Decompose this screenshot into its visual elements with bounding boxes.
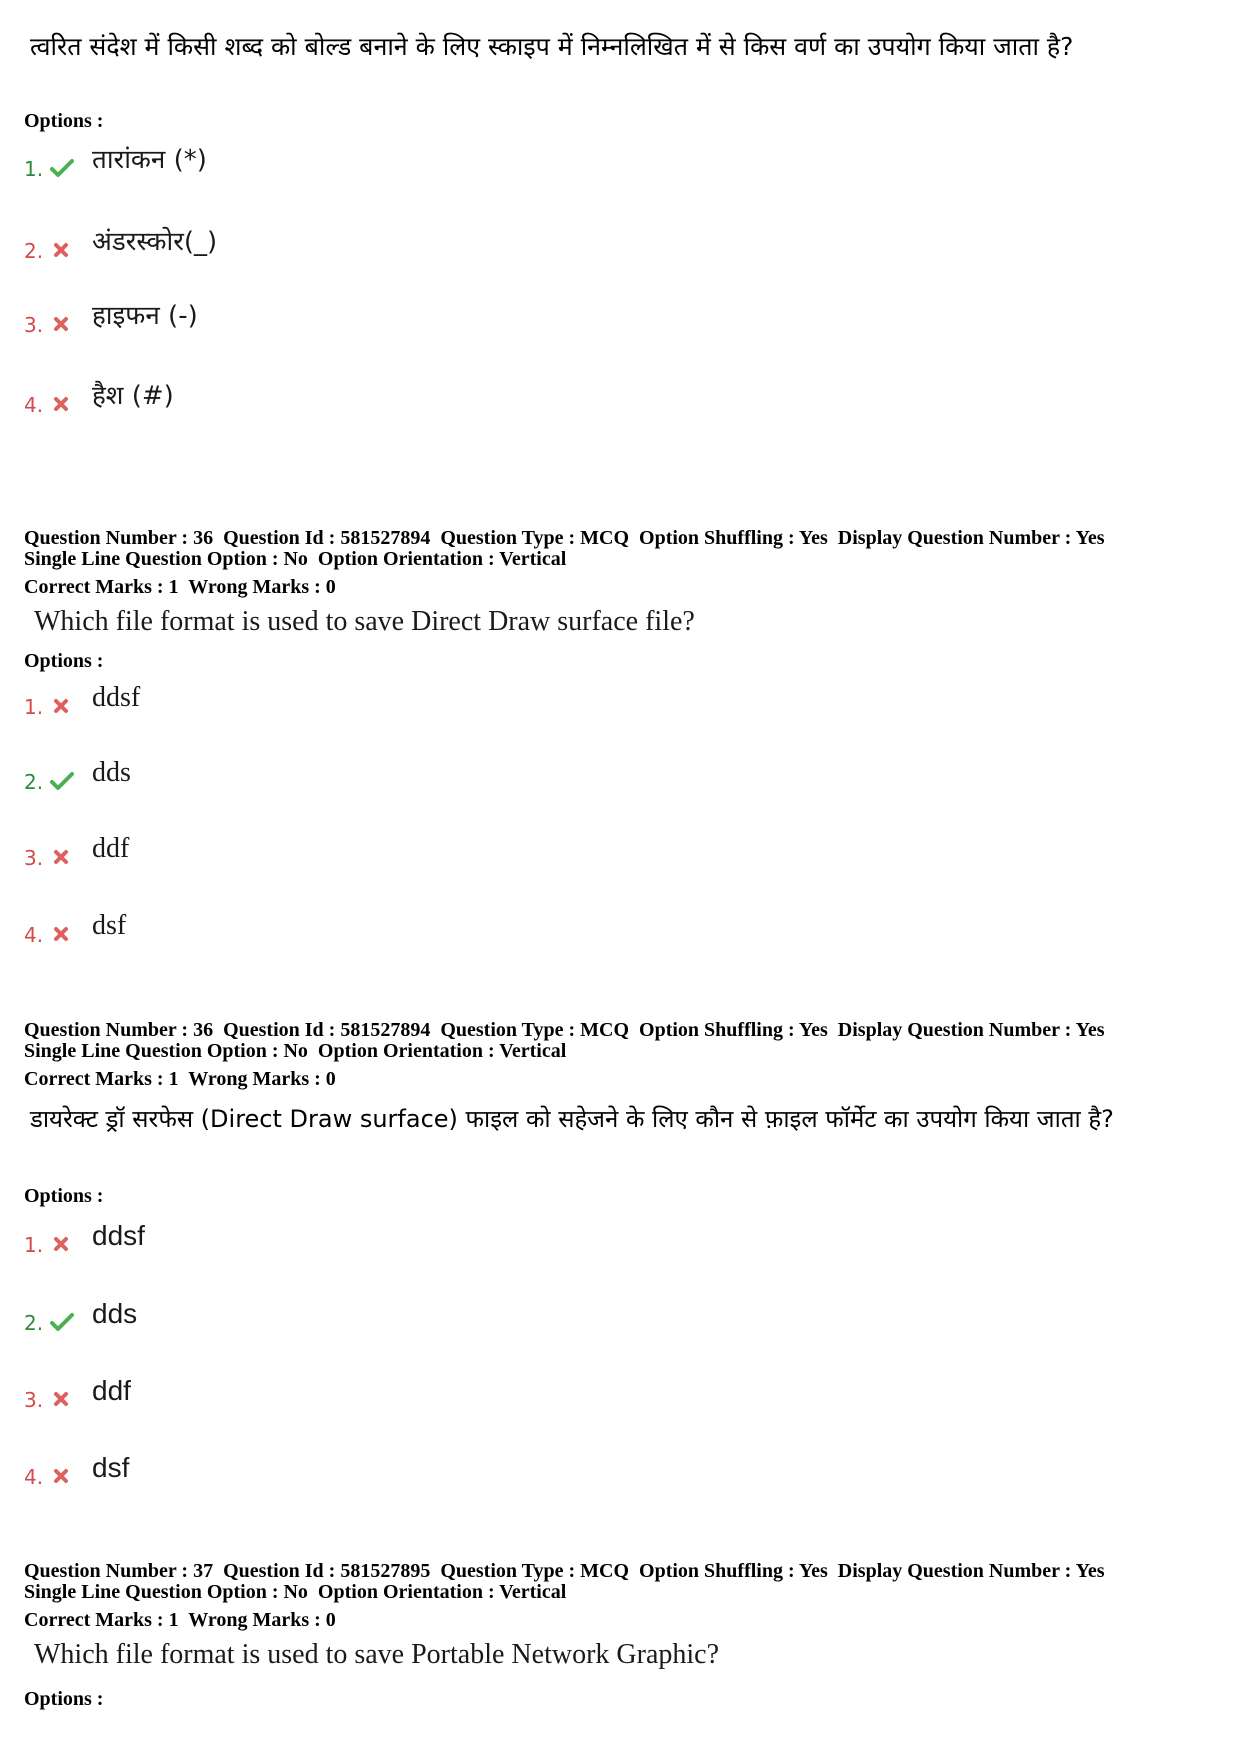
option-text: dsf	[92, 1452, 130, 1483]
cross-icon	[50, 1234, 74, 1254]
option-row[interactable]	[24, 1371, 624, 1411]
option-text: ddf	[92, 1375, 131, 1406]
option-row[interactable]	[24, 1294, 624, 1334]
option-number: 3.	[24, 846, 44, 870]
cross-icon	[50, 924, 74, 944]
options-label: Options :	[24, 650, 104, 672]
option-row[interactable]	[24, 829, 624, 869]
question-marks: Correct Marks : 1 Wrong Marks : 0	[24, 1609, 336, 1631]
option-number: 4.	[24, 923, 44, 947]
cross-icon	[50, 847, 74, 867]
question-text-english: Which file format is used to save Portable Network Graphic?	[34, 1639, 720, 1670]
options-label: Options :	[24, 1688, 104, 1710]
option-text: हैश (#)	[92, 381, 174, 411]
option-text: तारांकन (*)	[92, 145, 207, 175]
options-label: Options :	[24, 110, 104, 132]
option-number: 3.	[24, 313, 44, 337]
question-marks: Correct Marks : 1 Wrong Marks : 0	[24, 576, 336, 598]
option-row[interactable]	[24, 678, 624, 718]
option-row[interactable]	[24, 1448, 624, 1488]
option-text: ddf	[92, 833, 130, 864]
cross-icon	[50, 394, 74, 414]
option-row[interactable]	[24, 1216, 624, 1256]
question-meta-line1: Question Number : 37 Question Id : 581527895 Question Type : MCQ Option Shuffling : Yes Display Question Number : Yes	[24, 1560, 1105, 1582]
option-number: 1.	[24, 1233, 44, 1257]
options-label: Options :	[24, 1185, 104, 1207]
question-text-hindi-skype: त्वरित संदेश में किसी शब्द को बोल्ड बनाने के लिए स्काइप में निम्नलिखित में से किस वर्ण का उपयोग किया जाता है?	[30, 32, 1074, 61]
option-number: 4.	[24, 393, 44, 417]
option-number: 2.	[24, 239, 44, 263]
option-number: 1.	[24, 157, 44, 181]
cross-icon	[50, 314, 74, 334]
option-row[interactable]	[24, 906, 624, 946]
option-text: dds	[92, 1298, 138, 1329]
cross-icon	[50, 1389, 74, 1409]
question-text-hindi-dds: डायरेक्ट ड्रॉ सरफेस (Direct Draw surface) फाइल को सहेजने के लिए कौन से फ़ाइल फॉर्मेट का उपयोग किया जाता है?	[30, 1105, 1114, 1133]
option-row[interactable]	[24, 222, 624, 262]
check-icon	[50, 158, 74, 178]
option-text: dds	[92, 757, 131, 788]
check-icon	[50, 1312, 74, 1332]
cross-icon	[50, 1466, 74, 1486]
option-row[interactable]	[24, 376, 624, 416]
cross-icon	[50, 240, 74, 260]
option-number: 1.	[24, 695, 44, 719]
option-number: 4.	[24, 1465, 44, 1489]
option-text: ddsf	[92, 1220, 145, 1251]
question-marks: Correct Marks : 1 Wrong Marks : 0	[24, 1068, 336, 1090]
question-meta-line1: Question Number : 36 Question Id : 581527894 Question Type : MCQ Option Shuffling : Yes Display Question Number : Yes	[24, 527, 1105, 549]
option-number: 2.	[24, 1311, 44, 1335]
question-meta-line1: Question Number : 36 Question Id : 581527894 Question Type : MCQ Option Shuffling : Yes Display Question Number : Yes	[24, 1019, 1105, 1041]
question-meta-line2: Single Line Question Option : No Option Orientation : Vertical	[24, 1040, 567, 1062]
option-row[interactable]	[24, 753, 624, 793]
option-number: 2.	[24, 770, 44, 794]
question-text-english: Which file format is used to save Direct Draw surface file?	[34, 606, 695, 637]
question-meta-line2: Single Line Question Option : No Option Orientation : Vertical	[24, 1581, 567, 1603]
option-number: 3.	[24, 1388, 44, 1412]
option-text: dsf	[92, 910, 127, 941]
question-meta-line2: Single Line Question Option : No Option Orientation : Vertical	[24, 548, 567, 570]
cross-icon	[50, 696, 74, 716]
option-text: अंडरस्कोर(_)	[92, 227, 218, 257]
option-row[interactable]	[24, 140, 624, 180]
check-icon	[50, 771, 74, 791]
option-text: ddsf	[92, 682, 141, 713]
option-row[interactable]	[24, 296, 624, 336]
option-text: हाइफन (-)	[92, 301, 198, 331]
